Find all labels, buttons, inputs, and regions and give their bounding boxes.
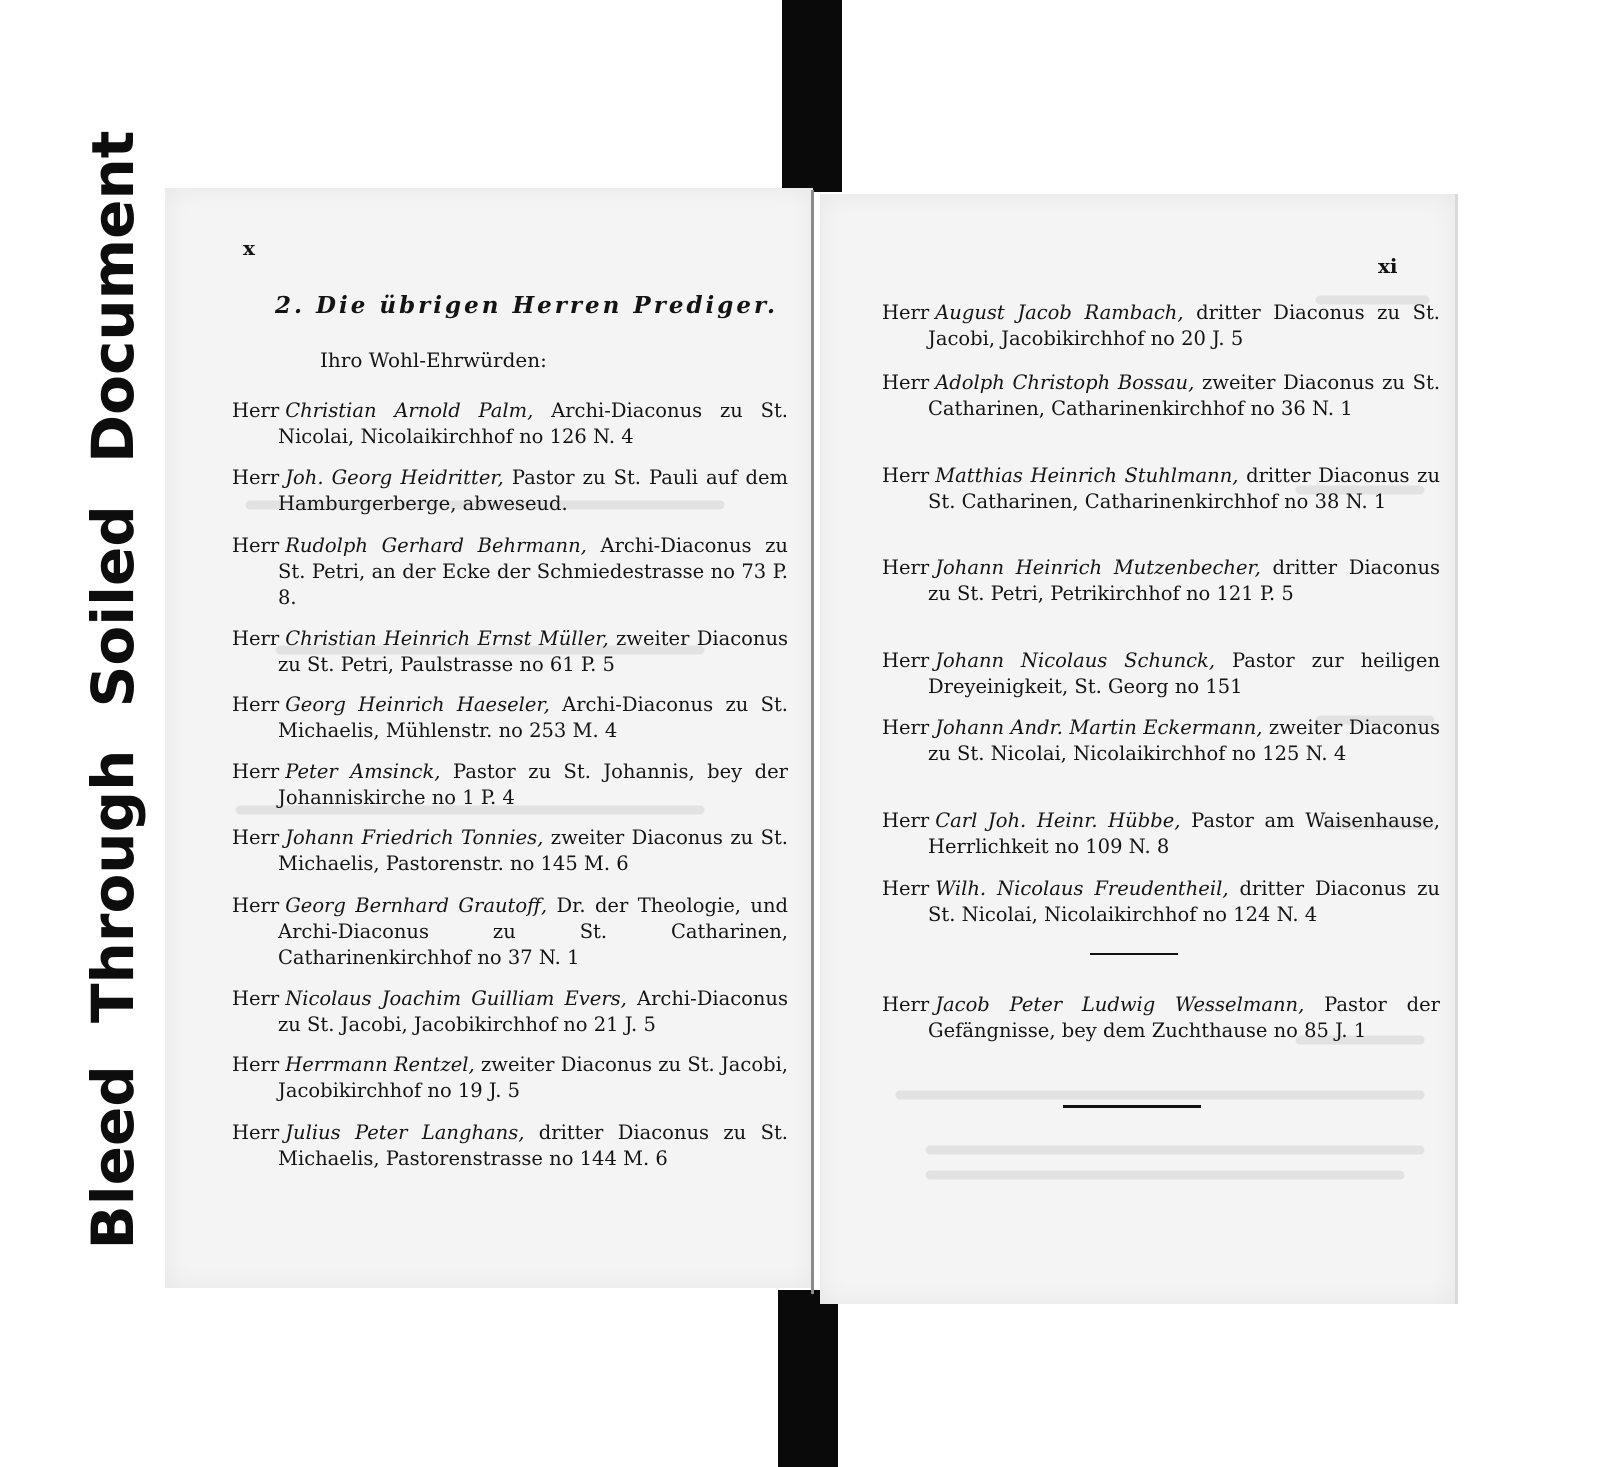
list-item: Herr Jacob Peter Ludwig Wesselmann, Pastor der Gefängnisse, bey dem Zuchthause no 85 J. 1 bbox=[882, 993, 1440, 1042]
list-item: Herr Johann Andr. Martin Eckermann, zweiter Diaconus zu St. Nicolai, Nicolaikirchhof no 125 N. 4 bbox=[882, 716, 1441, 765]
section-heading: 2. Die übrigen Herren Prediger. bbox=[275, 292, 779, 319]
list-item: Herr Carl Joh. Heinr. Hübbe, Pastor am Waisenhause, Herrlichkeit no 109 N. 8 bbox=[882, 809, 1440, 858]
end-rule bbox=[1063, 1105, 1201, 1108]
list-item: Herr Joh. Georg Heidritter, Pastor zu St. Pauli auf dem Hamburgerberge, abweseud. bbox=[232, 466, 789, 515]
list-item: Herr Rudolph Gerhard Behrmann, Archi-Diaconus zu St. Petri, an der Ecke der Schmiedestrasse no 73 P. 8. bbox=[232, 534, 788, 609]
list-item: Herr Wilh. Nicolaus Freudentheil, dritter Diaconus zu St. Nicolai, Nicolaikirchhof no 124 N. 4 bbox=[882, 877, 1440, 926]
list-item: Herr Christian Arnold Palm, Archi-Diaconus zu St. Nicolai, Nicolaikirchhof no 126 N. 4 bbox=[232, 399, 788, 448]
list-item: Herr Peter Amsinck, Pastor zu St. Johannis, bey der Johanniskirche no 1 P. 4 bbox=[232, 760, 788, 809]
right-page-number: xi bbox=[1378, 254, 1398, 278]
left-page-number: x bbox=[243, 236, 255, 260]
salutation: Ihro Wohl-Ehrwürden: bbox=[320, 348, 547, 372]
list-item: Herr Johann Nicolaus Schunck, Pastor zur heiligen Dreyeinigkeit, St. Georg no 151 bbox=[882, 649, 1441, 698]
list-item: Herr Georg Bernhard Grautoff, Dr. der Theologie, und Archi-Diaconus zu St. Catharinen, Catharinenkirchhof no 37 N. 1 bbox=[232, 894, 788, 969]
list-item: Herr Herrmann Rentzel, zweiter Diaconus zu St. Jacobi, Jacobikirchhof no 19 J. 5 bbox=[232, 1053, 788, 1102]
list-item: Herr Matthias Heinrich Stuhlmann, dritter Diaconus zu St. Catharinen, Catharinenkirchhof no 38 N. 1 bbox=[882, 464, 1440, 513]
stamp-label: Bleed Through Soiled Document bbox=[79, 130, 147, 1250]
list-item: Herr Georg Heinrich Haeseler, Archi-Diaconus zu St. Michaelis, Mühlenstr. no 253 M. 4 bbox=[232, 693, 789, 742]
list-item: Herr Adolph Christoph Bossau, zweiter Diaconus zu St. Catharinen, Catharinenkirchhof no 36 N. 1 bbox=[882, 371, 1441, 420]
list-item: Herr Julius Peter Langhans, dritter Diaconus zu St. Michaelis, Pastorenstrasse no 144 M. 6 bbox=[232, 1121, 788, 1170]
section-divider bbox=[1090, 953, 1178, 955]
list-item: Herr August Jacob Rambach, dritter Diaconus zu St. Jacobi, Jacobikirchhof no 20 J. 5 bbox=[882, 301, 1440, 350]
list-item: Herr Johann Friedrich Tonnies, zweiter Diaconus zu St. Michaelis, Pastorenstr. no 145 M. 6 bbox=[232, 826, 788, 875]
list-item: Herr Christian Heinrich Ernst Müller, zweiter Diaconus zu St. Petri, Paulstrasse no 61 P. 5 bbox=[232, 627, 789, 676]
list-item: Herr Johann Heinrich Mutzenbecher, dritter Diaconus zu St. Petri, Petrikirchhof no 121 P. 5 bbox=[882, 556, 1441, 605]
list-item: Herr Nicolaus Joachim Guilliam Evers, Archi-Diaconus zu St. Jacobi, Jacobikirchhof no 21 J. 5 bbox=[232, 987, 788, 1036]
